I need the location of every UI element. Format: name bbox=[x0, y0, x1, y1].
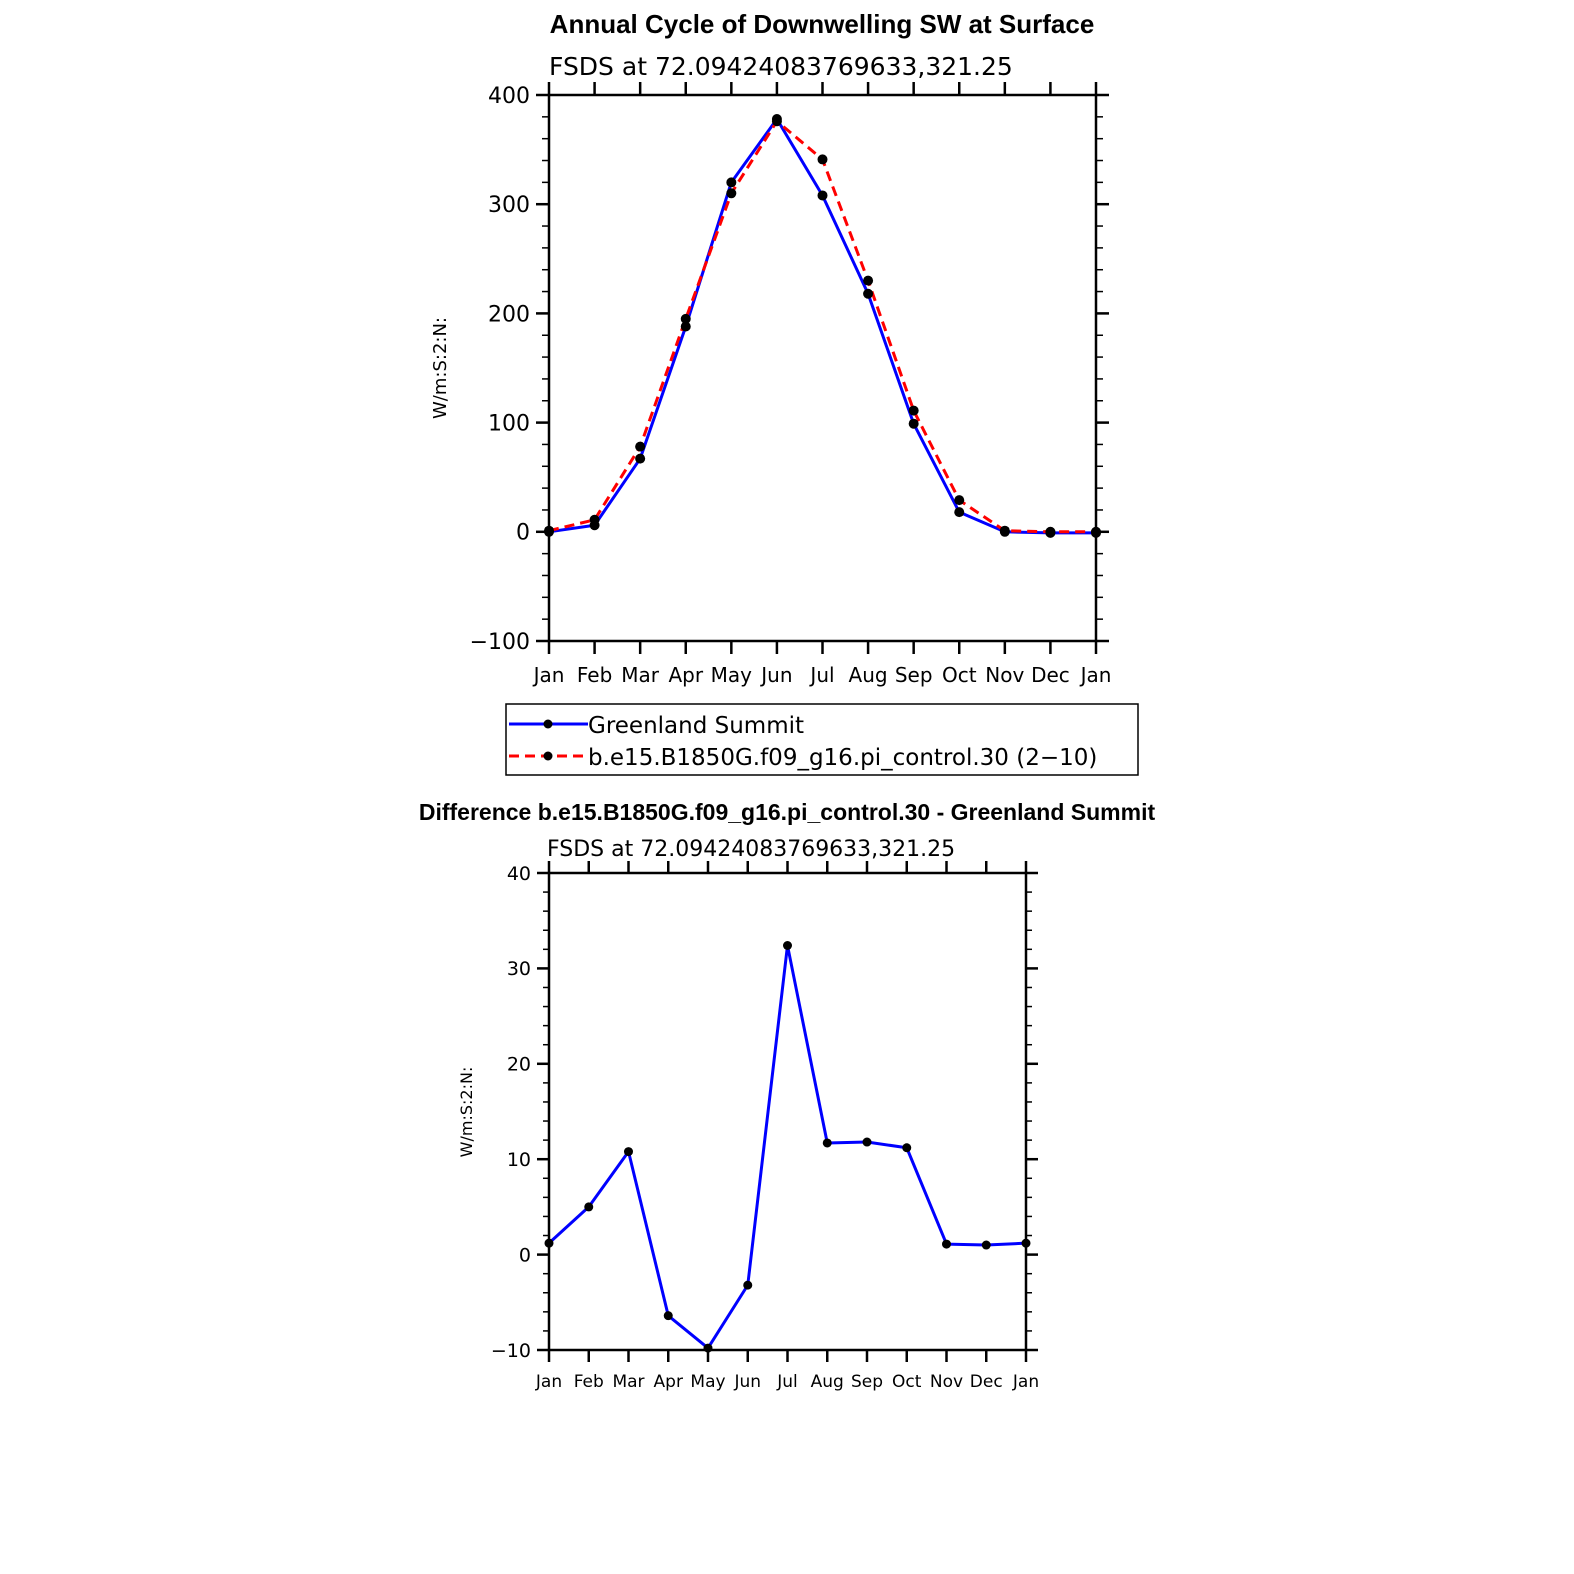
legend-swatch-marker-2 bbox=[544, 752, 553, 761]
data-point bbox=[1000, 526, 1010, 536]
legend-entry-1: Greenland Summit bbox=[588, 713, 805, 739]
x-tick-label: Jun bbox=[734, 1372, 762, 1392]
x-tick-label: Mar bbox=[621, 663, 660, 687]
legend-swatch-marker-1 bbox=[544, 720, 553, 729]
data-point bbox=[954, 507, 964, 517]
series-line-1 bbox=[549, 119, 1096, 533]
chart2-series bbox=[545, 941, 1031, 1353]
y-tick-label: −100 bbox=[469, 629, 530, 655]
chart-difference bbox=[419, 799, 1156, 1392]
data-point bbox=[544, 526, 554, 536]
y-tick-label: 200 bbox=[488, 302, 530, 328]
x-tick-label: May bbox=[690, 1372, 726, 1392]
data-point bbox=[704, 1344, 713, 1353]
data-point bbox=[902, 1143, 911, 1152]
chart1-frame bbox=[549, 95, 1096, 641]
data-point bbox=[635, 442, 645, 452]
x-tick-label: Apr bbox=[668, 663, 704, 687]
data-point bbox=[584, 1202, 593, 1211]
data-point bbox=[1091, 527, 1101, 537]
chart-annual-cycle bbox=[430, 9, 1138, 775]
chart1-axes bbox=[470, 82, 1112, 687]
y-tick-label: −10 bbox=[490, 1339, 531, 1362]
x-tick-label: Mar bbox=[612, 1372, 645, 1392]
data-point bbox=[818, 154, 828, 164]
y-tick-label: 300 bbox=[488, 193, 530, 219]
data-point bbox=[863, 276, 873, 286]
data-point bbox=[783, 941, 792, 950]
data-point bbox=[726, 188, 736, 198]
x-tick-label: Aug bbox=[810, 1372, 844, 1392]
data-point bbox=[545, 1239, 554, 1248]
chart1-subtitle: FSDS at 72.09424083769633,321.25 bbox=[549, 52, 1013, 81]
data-point bbox=[863, 289, 873, 299]
x-tick-label: Sep bbox=[894, 663, 933, 687]
data-point bbox=[942, 1240, 951, 1249]
chart2-y-axis-label: W/m:S:2:N: bbox=[457, 1066, 476, 1158]
series-line-1 bbox=[549, 946, 1026, 1349]
chart2-subtitle: FSDS at 72.09424083769633,321.25 bbox=[547, 837, 956, 862]
data-point bbox=[743, 1281, 752, 1290]
y-tick-label: 10 bbox=[506, 1149, 531, 1172]
chart1-title: Annual Cycle of Downwelling SW at Surface bbox=[549, 9, 1095, 39]
y-tick-label: 30 bbox=[506, 958, 531, 981]
data-point bbox=[635, 454, 645, 464]
data-point bbox=[726, 177, 736, 187]
data-point bbox=[818, 190, 828, 200]
y-tick-label: 400 bbox=[488, 83, 530, 109]
data-point bbox=[590, 515, 600, 525]
chart1-series bbox=[544, 114, 1101, 538]
y-tick-label: 40 bbox=[506, 862, 531, 885]
chart1-y-axis-label: W/m:S:2:N: bbox=[430, 317, 451, 419]
x-tick-label: Aug bbox=[848, 663, 888, 687]
x-tick-label: Jan bbox=[1012, 1372, 1040, 1392]
chart2-title: Difference b.e15.B1850G.f09_g16.pi_control.30 - Greenland Summit bbox=[418, 799, 1156, 825]
y-tick-label: 0 bbox=[516, 520, 530, 546]
x-tick-label: Jan bbox=[1080, 663, 1112, 687]
x-tick-label: Apr bbox=[653, 1372, 683, 1392]
x-tick-label: Jan bbox=[535, 1372, 563, 1392]
data-point bbox=[1022, 1239, 1031, 1248]
x-tick-label: Jun bbox=[761, 663, 793, 687]
data-point bbox=[664, 1311, 673, 1320]
x-tick-label: Dec bbox=[1031, 663, 1070, 687]
x-tick-label: Jul bbox=[810, 663, 835, 687]
data-point bbox=[954, 495, 964, 505]
data-point bbox=[823, 1138, 832, 1147]
x-tick-label: Jan bbox=[533, 663, 565, 687]
data-point bbox=[863, 1138, 872, 1147]
x-tick-label: Nov bbox=[985, 663, 1025, 687]
data-point bbox=[909, 419, 919, 429]
data-point bbox=[982, 1241, 991, 1250]
x-tick-label: Feb bbox=[573, 1372, 604, 1392]
x-tick-label: May bbox=[710, 663, 753, 687]
x-tick-label: Feb bbox=[576, 663, 613, 687]
legend-entry-2: b.e15.B1850G.f09_g16.pi_control.30 (2−10) bbox=[588, 745, 1098, 771]
data-point bbox=[1045, 527, 1055, 537]
x-tick-label: Oct bbox=[941, 663, 977, 687]
x-tick-label: Dec bbox=[969, 1372, 1003, 1392]
data-point bbox=[909, 406, 919, 416]
y-tick-label: 0 bbox=[518, 1244, 531, 1267]
x-tick-label: Sep bbox=[850, 1372, 884, 1392]
data-point bbox=[681, 314, 691, 324]
y-tick-label: 100 bbox=[488, 411, 530, 437]
chart1-legend bbox=[506, 704, 1138, 775]
data-point bbox=[624, 1147, 633, 1156]
y-tick-label: 20 bbox=[506, 1053, 531, 1076]
x-tick-label: Oct bbox=[892, 1372, 922, 1392]
x-tick-label: Nov bbox=[929, 1372, 964, 1392]
x-tick-label: Jul bbox=[777, 1372, 798, 1392]
data-point bbox=[772, 116, 782, 126]
